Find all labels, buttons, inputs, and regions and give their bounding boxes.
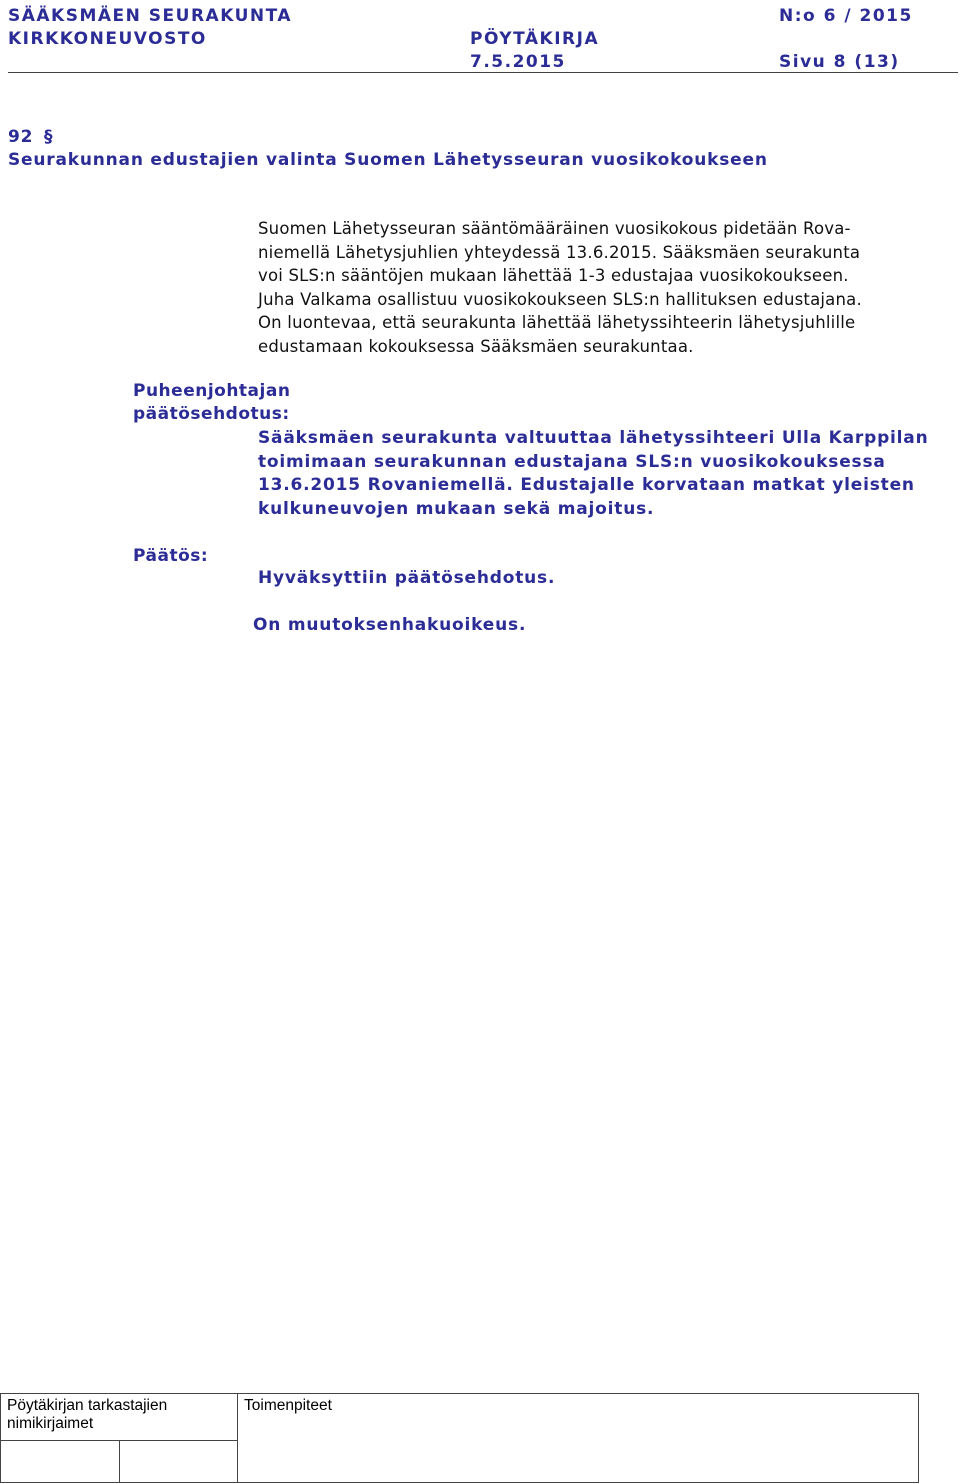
body-line: Suomen Lähetysseuran sääntömääräinen vuosikokous pidetään Rova- (258, 219, 851, 238)
signatures-label: nimikirjaimet (7, 1415, 94, 1432)
proposal-line: Sääksmäen seurakunta valtuuttaa lähetyssihteeri Ulla Karppilan (258, 428, 929, 448)
body-name: KIRKKONEUVOSTO (8, 29, 207, 49)
meeting-date: 7.5.2015 (470, 52, 566, 72)
section-number: 92 (8, 127, 34, 147)
doc-type: PÖYTÄKIRJA (470, 29, 600, 49)
proposal-line: kulkuneuvojen mukaan sekä majoitus. (258, 498, 655, 519)
appeal-text: On muutoksenhakuoikeus. (253, 615, 527, 635)
body-line: On luontevaa, että seurakunta lähettää lähetyssihteerin lähetysjuhlille (258, 313, 856, 333)
signature-box-2[interactable] (120, 1441, 238, 1483)
footer-table (0, 1393, 919, 1483)
proposal-label-line2: päätösehdotus: (133, 404, 290, 424)
proposal-line: 13.6.2015 Rovaniemellä. Edustajalle korvataan matkat yleisten (258, 475, 915, 495)
body-line: edustamaan kokouksessa Sääksmäen seurakuntaa. (258, 336, 694, 356)
section-symbol: § (43, 127, 54, 147)
header-divider (8, 72, 958, 73)
signatures-label: Pöytäkirjan tarkastajien (7, 1397, 168, 1414)
proposal-line: toimimaan seurakunnan edustajana SLS:n vuosikokouksessa (258, 451, 886, 472)
body-line: niemellä Lähetysjuhlien yhteydessä 13.6.2015. Sääksmäen seurakunta (258, 242, 861, 262)
body-line: Juha Valkama osallistuu vuosikokoukseen SLS:n hallituksen edustajana. (258, 289, 862, 309)
signature-box-1[interactable] (1, 1441, 120, 1483)
decision-text: Hyväksyttiin päätösehdotus. (258, 568, 556, 588)
page-number: Sivu 8 (13) (779, 52, 900, 72)
body-line: voi SLS:n sääntöjen mukaan lähettää 1-3 edustajaa vuosikokoukseen. (258, 266, 849, 286)
section-title: Seurakunnan edustajien valinta Suomen Lähetysseuran vuosikokoukseen (8, 150, 768, 170)
body-paragraph (258, 217, 950, 359)
doc-number: N:o 6 / 2015 (779, 6, 913, 26)
organization-name: SÄÄKSMÄEN SEURAKUNTA (8, 6, 293, 26)
actions-label: Toimenpiteet (244, 1397, 332, 1414)
section-number-line (8, 126, 53, 148)
proposal-text (258, 427, 928, 521)
decision-label: Päätös: (133, 546, 209, 566)
actions-cell (238, 1394, 919, 1483)
proposal-label-line1: Puheenjohtajan (133, 381, 291, 401)
signatures-cell (1, 1394, 238, 1441)
